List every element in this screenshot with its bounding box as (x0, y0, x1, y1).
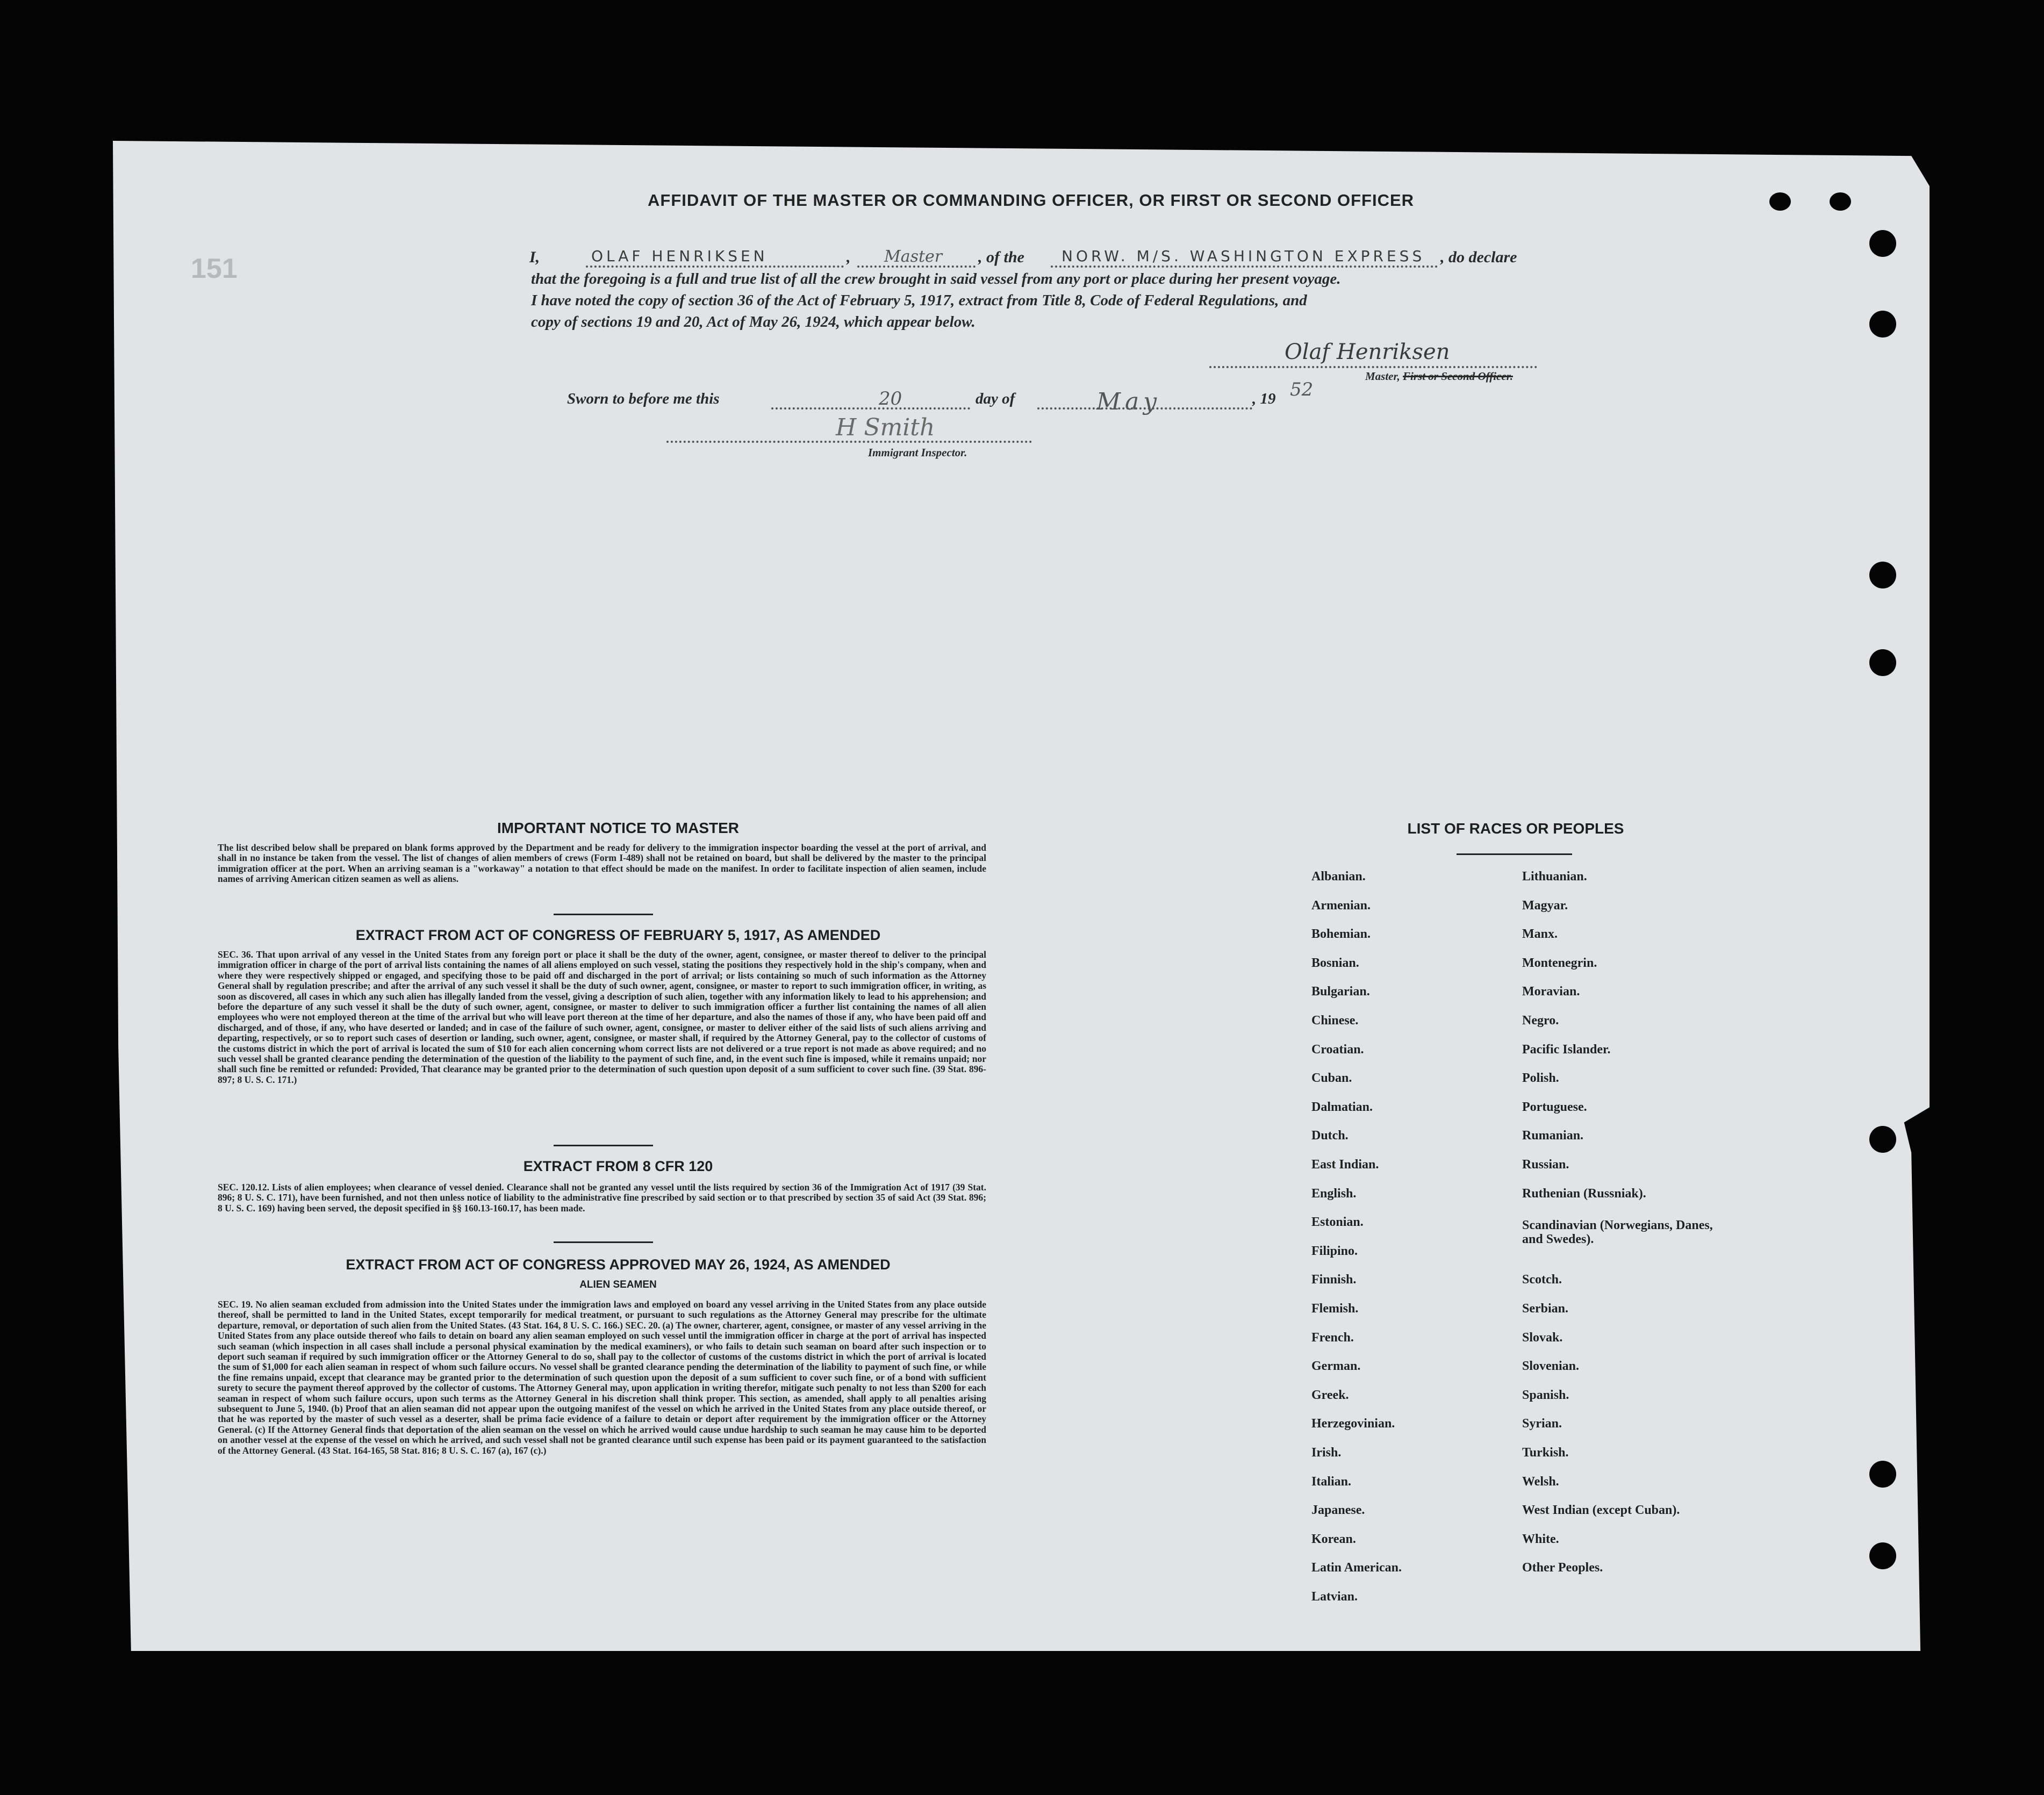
divider (554, 1241, 653, 1243)
vessel-name: NORW. M/S. WASHINGTON EXPRESS (1062, 247, 1425, 265)
race-item: Korean. (1311, 1532, 1356, 1546)
race-item: French. (1311, 1330, 1354, 1345)
race-item: Armenian. (1311, 898, 1371, 913)
race-item: Slovenian. (1522, 1359, 1580, 1374)
race-item: Japanese. (1311, 1503, 1365, 1518)
punch-hole (1869, 1542, 1896, 1569)
affidavit-line-3: I have noted the copy of section 36 of the Act of February 5, 1917, extract from Title 8, Code of Federal Regulations, and (531, 292, 1307, 309)
race-item: Bohemian. (1311, 927, 1371, 942)
extract-1917-body: SEC. 36. That upon arrival of any vessel in the United States from any foreign port or place it shall be the duty of the owner, agent, consignee, or master thereof to deliver to the principal immigration officer in charge of the port of arrival lists containing the names of all aliens employed on such vessel, stating the positions they respectively hold in the ship's company, when and where they were respectively shipped or engaged, and specifying those to be paid off and discharged in the port of arrival; or lists containing so much of such information as the Attorney General shall by regulation prescribe; and after the arrival of any such vessel it shall be the duty of such owner, agent, consignee, or master to report to such immigration officer, in writing, as soon as discovered, all cases in which any such alien has illegally landed from the vessel, giving a description of such alien, together with any information likely to lead to his apprehension; and before the departure of any such vessel it shall be the duty of such owner, agent, consignee, or master to deliver to such immigration officer a further list containing the names of all alien employees who were not employed thereon at the time of the arrival but who will leave port thereon at the time of her departure, and also the names of those if any, who have been paid off and discharged, and of those, if any, who have deserted or landed; and in case of the failure of such owner, agent, consignee, or master to deliver either of the said lists of such aliens arriving and departing, respectively, or so to report such cases of desertion or landing, such owner, agent, consignee, or master shall, if required by the Attorney General, pay to the collector of customs of the customs district in which the port of arrival is located the sum of $10 for each alien concerning whom correct lists are not delivered or a true report is not made as above required; and no such vessel shall be granted clearance pending the determination of the question of the liability to the payment of such fine, and, in the event such fine is imposed, while it remains unpaid; nor shall such fine be remitted or refunded: Provided, That clearance may be granted prior to the determination of such question upon deposit of a sum sufficient to cover such fine. (39 Stat. 896-897; 8 U. S. C. 171.) (218, 949, 986, 1085)
punch-hole (1830, 192, 1851, 211)
divider (1457, 853, 1572, 855)
affidavit-title: AFFIDAVIT OF THE MASTER OR COMMANDING OFFICER, OR FIRST OR SECOND OFFICER (648, 191, 1415, 210)
race-item: Albanian. (1311, 870, 1366, 884)
punch-hole (1869, 562, 1896, 588)
year-prefix: , 19 (1252, 390, 1276, 407)
race-item: Polish. (1522, 1071, 1559, 1086)
race-item: Serbian. (1522, 1302, 1569, 1316)
day-field (771, 388, 970, 410)
day-of-label: day of (976, 390, 1015, 407)
race-item: White. (1522, 1532, 1559, 1546)
punch-hole (1869, 230, 1896, 257)
race-item: Ruthenian (Russniak). (1522, 1186, 1646, 1201)
signer-capacity (1365, 370, 1513, 383)
race-item: Filipino. (1311, 1244, 1358, 1258)
race-item: Spanish. (1522, 1388, 1569, 1402)
extract-1924-title: EXTRACT FROM ACT OF CONGRESS APPROVED MAY 26, 1924, AS AMENDED (346, 1256, 891, 1273)
struck-officer-label: First or Second Officer. (1403, 370, 1513, 383)
race-item: Moravian. (1522, 985, 1580, 999)
punch-hole (1869, 1126, 1896, 1153)
race-item: Syrian. (1522, 1417, 1562, 1431)
race-item: Cuban. (1311, 1071, 1352, 1086)
race-item: Irish. (1311, 1446, 1342, 1460)
race-item: Rumanian. (1522, 1129, 1584, 1143)
extract-cfr-body: SEC. 120.12. Lists of alien employees; when clearance of vessel denied. Clearance shall not be granted any vessel until the lists required by section 36 of the Immigration Act of 1917 (39 Stat. 896; 8 U. S. C. 171), have been furnished, and not then unless notice of liability to the administrative fine prescribed by said section or to that prescribed by section 35 of said Act (39 Stat. 896; 8 U. S. C. 169) having been served, the deposit specified in §§ 160.13-160.17, has been made. (218, 1182, 986, 1214)
notice-title: IMPORTANT NOTICE TO MASTER (497, 820, 740, 836)
inspector-label: Immigrant Inspector. (868, 446, 967, 459)
race-item: Herzegovinian. (1311, 1417, 1395, 1431)
name-field (586, 247, 844, 268)
notice-body: The list described below shall be prepared on blank forms approved by the Department and be ready for delivery to the immigration inspector boarding the vessel at the port of arrival, and shall in no instance be taken from the vessel. The list of changes of alien members of crews (Form I-489) shall not be retained on board, but shall be delivered by the master to the principal immigration officer at the port. When an arriving seaman is a "workaway" a notation to that effect should be made on the manifest. In order to facilitate inspection of alien seamen, include names of arriving American citizen seamen as well as aliens. (218, 842, 986, 885)
month-field (1037, 388, 1252, 415)
race-item: Turkish. (1522, 1446, 1569, 1460)
races-left-column (1311, 870, 1500, 1611)
affidavit-line-4: copy of sections 19 and 20, Act of May 26, 1924, which appear below. (531, 313, 976, 331)
divider (554, 1145, 653, 1146)
race-item: Greek. (1311, 1388, 1349, 1402)
comma: , (847, 248, 851, 266)
vessel-field (1051, 247, 1438, 268)
race-item: West Indian (except Cuban). (1522, 1503, 1680, 1518)
race-item: Manx. (1522, 927, 1558, 942)
race-item: Welsh. (1522, 1474, 1559, 1489)
affidavit-i: I, (529, 248, 540, 266)
race-item: Montenegrin. (1522, 956, 1597, 970)
race-item: Bosnian. (1311, 956, 1359, 970)
race-item: Finnish. (1311, 1273, 1357, 1287)
year-value: 52 (1290, 379, 1314, 400)
race-item: Pacific Islander. (1522, 1042, 1611, 1057)
race-item: Other Peoples. (1522, 1561, 1603, 1575)
extract-cfr-title: EXTRACT FROM 8 CFR 120 (523, 1158, 713, 1174)
race-item: Slovak. (1522, 1330, 1563, 1345)
race-item: Dutch. (1311, 1129, 1349, 1143)
punch-hole (1869, 311, 1896, 338)
extract-1924-body: SEC. 19. No alien seaman excluded from admission into the United States under the immigration laws and employed on board any vessel arriving in the United States from any place outside thereof, shall be permitted to land in the United States, except temporarily for medical treatment, or pursuant to such regulations as the Attorney General may prescribe for the ultimate departure, removal, or deportation of such alien from the United States. (43 Stat. 164, 8 U. S. C. 166.) SEC. 20. (a) The owner, charterer, agent, consignee, or master of any vessel arriving in the United States from any place outside thereof who fails to detain on board any alien seaman employed on such vessel until the immigration officer in charge at the port of arrival has inspected such seaman (which inspection in all cases shall include a personal physical examination by the medical examiners), or who fails to detain such seaman on board after such inspection or to deport such seaman if required by such immigration officer or the Attorney General to do so, shall pay to the collector of customs of the customs district in which the port of arrival is located the sum of $1,000 for each alien seaman in respect of whom such failure occurs. No vessel shall be granted clearance pending the determination of the liability to payment of such fine, or while the fine remains unpaid, except that clearance may be granted prior to the determination of such question upon the deposit of a sum sufficient to cover such fine, or of a bond with sufficient surety to secure the payment thereof approved by the collector of customs. The Attorney General may, upon application in writing therefor, mitigate such penalty to not less than $200 for each seaman in respect of whom such failure occurs, upon such terms as the Attorney General in his discretion shall think proper. This section, as amended, shall apply to all penalties arising subsequent to June 5, 1940. (b) Proof that an alien seaman did not appear upon the outgoing manifest of the vessel on which he arrived in the United States from any place outside thereof, or that he was reported by the master of such vessel as a deserter, shall be prima facie evidence of a failure to detain or deport after requirement by the immigration officer or the Attorney General. (c) If the Attorney General finds that deportation of the alien seaman on the vessel on which he arrived would cause undue hardship to such seaman he may cause him to be deported on another vessel at the expense of the vessel on which he arrived, and such vessel shall not be granted clearance until such expense has been paid or its payment guaranteed to the satisfaction of the Attorney General. (43 Stat. 164-165, 58 Stat. 816; 8 U. S. C. 167 (a), 167 (c).) (218, 1299, 986, 1456)
do-declare: , do declare (1440, 248, 1517, 266)
race-item: Magyar. (1522, 898, 1568, 913)
of-the-label: , of the (978, 248, 1024, 266)
punch-hole (1769, 192, 1791, 211)
rank-field (857, 247, 976, 268)
race-item: Estonian. (1311, 1215, 1364, 1230)
races-title: LIST OF RACES OR PEOPLES (1407, 820, 1624, 837)
extract-1917-title: EXTRACT FROM ACT OF CONGRESS OF FEBRUARY 5, 1917, AS AMENDED (355, 927, 881, 943)
inspector-signature: H Smith (836, 414, 935, 441)
race-item: Negro. (1522, 1014, 1559, 1028)
race-item: Latin American. (1311, 1561, 1402, 1575)
race-item: Chinese. (1311, 1014, 1359, 1028)
race-item: Portuguese. (1522, 1100, 1587, 1114)
races-right-column (1522, 870, 1759, 1611)
alien-seamen-subtitle: ALIEN SEAMEN (579, 1279, 657, 1290)
rank-value: Master (884, 247, 943, 266)
month-value: May (1096, 388, 1161, 415)
race-item: Lithuanian. (1522, 870, 1587, 884)
punch-hole (1869, 649, 1896, 676)
race-item: Croatian. (1311, 1042, 1364, 1057)
race-item: Latvian. (1311, 1590, 1358, 1604)
divider (554, 914, 653, 915)
race-item: Scotch. (1522, 1273, 1562, 1287)
race-item: Bulgarian. (1311, 985, 1370, 999)
race-item: Scandinavian (Norwegians, Danes, and Swedes). (1522, 1218, 1713, 1247)
race-item: Russian. (1522, 1158, 1569, 1172)
page-number: 151 (191, 253, 238, 284)
race-item: Italian. (1311, 1474, 1352, 1489)
day-value: 20 (879, 388, 902, 410)
master-label: Master, (1365, 370, 1400, 383)
race-item: English. (1311, 1186, 1357, 1201)
race-item: German. (1311, 1359, 1361, 1374)
master-signature: Olaf Henriksen (1285, 340, 1450, 364)
punch-hole (1869, 1461, 1896, 1488)
sworn-label: Sworn to before me this (567, 390, 720, 407)
race-item: Flemish. (1311, 1302, 1359, 1316)
race-item: Dalmatian. (1311, 1100, 1373, 1114)
race-item: East Indian. (1311, 1158, 1379, 1172)
affidavit-line-2: that the foregoing is a full and true list of all the crew brought in said vessel from any port or place during her present voyage. (531, 270, 1341, 288)
master-name: OLAF HENRIKSEN (591, 247, 768, 265)
